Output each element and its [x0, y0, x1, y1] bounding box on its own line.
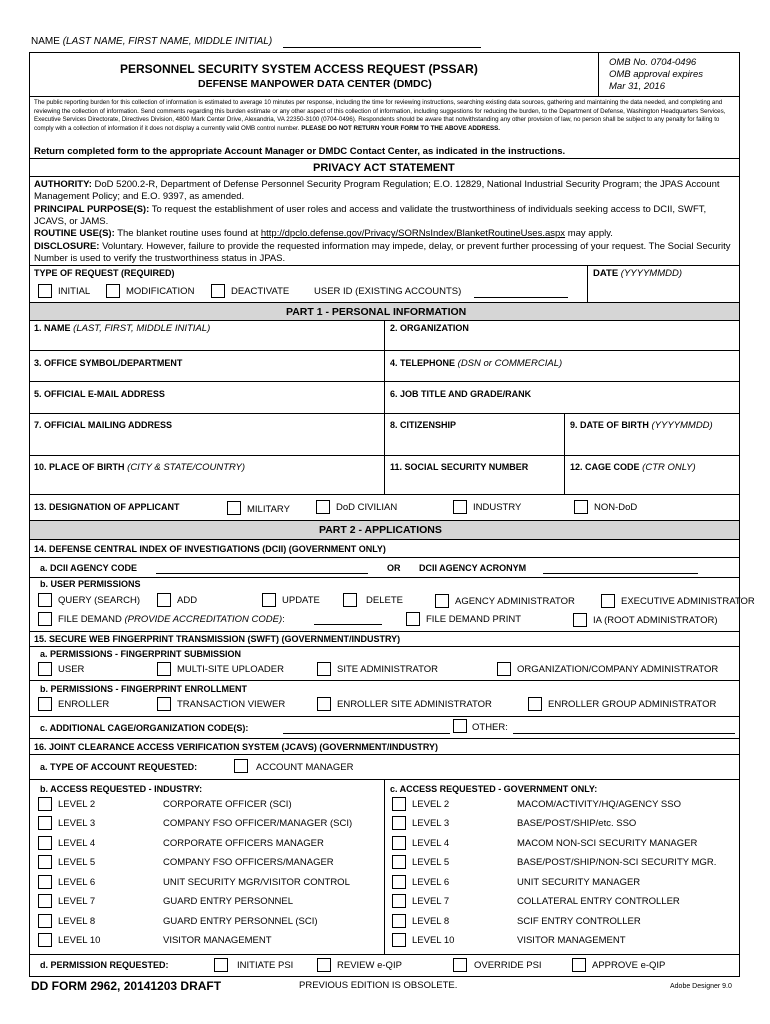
industry-level-label: LEVEL 7 [58, 896, 96, 907]
gov-level-label: LEVEL 10 [412, 935, 455, 946]
override-psi-label: OVERRIDE PSI [474, 960, 542, 971]
field-6-label: 6. JOB TITLE AND GRADE/RANK [390, 389, 532, 399]
industry-level-checkbox[interactable] [38, 797, 52, 811]
field-9-text: 9. DATE OF BIRTH [570, 420, 649, 430]
purpose-text: To request the establishment of user roles and access and validate the trustworthiness of individuals seeking access to DCII, SWFT, JCAVS, or JAMS. [34, 203, 707, 228]
non-dod-label: NON-DoD [594, 502, 638, 513]
modification-checkbox[interactable] [106, 284, 120, 298]
privacy-title-rule [29, 176, 740, 177]
field-12-label [570, 463, 696, 473]
date-divider [587, 265, 588, 302]
gov-level-desc: BASE/POST/SHIP/NON-SCI SECURITY MGR. [517, 857, 717, 868]
file-demand-print-label: FILE DEMAND PRINT [426, 614, 522, 625]
routine-para [34, 228, 734, 240]
request-type-label: TYPE OF REQUEST (REQUIRED) [34, 268, 175, 278]
file-demand-checkbox[interactable] [38, 612, 52, 626]
site-admin-checkbox[interactable] [317, 662, 331, 676]
trans-viewer-label: TRANSACTION VIEWER [177, 699, 286, 710]
date-label: DATE [593, 268, 619, 279]
exec-admin-label: EXECUTIVE ADMINISTRATOR [621, 596, 755, 607]
s15b-rule [29, 716, 740, 717]
routine-text: The blanket routine uses found at [117, 228, 259, 240]
industry-checkbox[interactable] [453, 500, 467, 514]
gov-head: c. ACCESS REQUESTED - GOVERNMENT ONLY: [390, 784, 598, 794]
ia-root-label: IA (ROOT ADMINISTRATOR) [593, 615, 718, 626]
initiate-psi-label: INITIATE PSI [237, 960, 294, 971]
delete-checkbox[interactable] [343, 593, 357, 607]
agency-admin-checkbox[interactable] [435, 594, 449, 608]
multi-site-label: MULTI-SITE UPLOADER [177, 664, 284, 675]
request-top-rule [29, 265, 740, 266]
form-title: PERSONNEL SECURITY SYSTEM ACCESS REQUEST (PSSAR) [120, 62, 478, 76]
s16-rule [29, 754, 740, 755]
multi-site-checkbox[interactable] [157, 662, 171, 676]
gov-level-checkbox[interactable] [392, 875, 406, 889]
field-9-label [570, 421, 713, 431]
fp-enroll-label: b. PERMISSIONS - FINGERPRINT ENROLLMENT [40, 684, 248, 694]
gov-level-desc: BASE/POST/SHIP/etc. SSO [517, 818, 637, 829]
industry-level-checkbox[interactable] [38, 855, 52, 869]
military-checkbox[interactable] [227, 501, 241, 515]
enroller-checkbox[interactable] [38, 697, 52, 711]
privacy-top-rule [29, 158, 740, 159]
modification-label: MODIFICATION [126, 286, 195, 297]
update-checkbox[interactable] [262, 593, 276, 607]
authority-text: DoD 5200.2-R, Department of Defense Personnel Security Program Regulation; E.O. 12829, National Industrial Security Program; the JPAS Account Management Policy; and E.O. 9397, as amended. [34, 179, 720, 203]
part1-title: PART 1 - PERSONAL INFORMATION [286, 306, 467, 318]
enroller-site-label: ENROLLER SITE ADMINISTRATOR [337, 699, 492, 710]
dod-civilian-checkbox[interactable] [316, 500, 330, 514]
industry-level-label: LEVEL 10 [58, 935, 101, 946]
gov-level-label: LEVEL 4 [412, 838, 450, 849]
field-7-label: 7. OFFICIAL MAILING ADDRESS [34, 420, 173, 430]
routine-link[interactable]: http://dpclo.defense.gov/Privacy/SORNsIndex/BlanketRoutineUses.aspx [260, 228, 566, 240]
omb-date: Mar 31, 2016 [609, 81, 665, 92]
s16d-rule [29, 954, 740, 955]
industry-level-desc: COMPANY FSO OFFICERS/MANAGER [163, 857, 334, 868]
user-id-label: USER ID (EXISTING ACCOUNTS) [314, 286, 462, 297]
field-10-hint: (CITY & STATE/COUNTRY) [127, 462, 246, 473]
section-16-title: 16. JOINT CLEARANCE ACCESS VERIFICATION SYSTEM (JCAVS) (GOVERNMENT/INDUSTRY) [34, 742, 439, 752]
org-admin-checkbox[interactable] [497, 662, 511, 676]
gov-level-label: LEVEL 3 [412, 818, 450, 829]
acct-mgr-checkbox[interactable] [234, 759, 248, 773]
override-psi-checkbox[interactable] [453, 958, 467, 972]
org-admin-label: ORGANIZATION/COMPANY ADMINISTRATOR [517, 664, 719, 675]
ia-root-checkbox[interactable] [573, 613, 587, 627]
add-label: ADD [177, 595, 198, 606]
gov-level-label: LEVEL 5 [412, 857, 450, 868]
industry-level-desc: GUARD ENTRY PERSONNEL (SCI) [163, 916, 318, 927]
designer-credit: Adobe Designer 9.0 [670, 983, 732, 990]
gov-level-checkbox[interactable] [392, 894, 406, 908]
industry-level-checkbox[interactable] [38, 914, 52, 928]
date-hint: (YYYYMMDD) [620, 268, 683, 279]
header-rule [29, 96, 740, 97]
gov-level-checkbox[interactable] [392, 855, 406, 869]
industry-level-label: LEVEL 5 [58, 857, 96, 868]
review-eqip-checkbox[interactable] [317, 958, 331, 972]
gov-level-label: LEVEL 6 [412, 877, 450, 888]
gov-level-label: LEVEL 7 [412, 896, 450, 907]
gov-level-label: LEVEL 2 [412, 799, 450, 810]
routine-label: ROUTINE USE(S): [34, 228, 115, 240]
industry-level-label: LEVEL 8 [58, 916, 96, 927]
military-label: MILITARY [247, 504, 290, 515]
trans-viewer-checkbox[interactable] [157, 697, 171, 711]
part2-title: PART 2 - APPLICATIONS [319, 524, 442, 536]
add-cage-input[interactable] [283, 733, 450, 734]
s15a-rule [29, 680, 740, 681]
accreditation-code-input[interactable] [314, 624, 382, 625]
industry-level-label: LEVEL 6 [58, 877, 96, 888]
field-13-label: 13. DESIGNATION OF APPLICANT [34, 502, 180, 512]
purpose-label: PRINCIPAL PURPOSE(S): [34, 203, 150, 215]
industry-level-desc: COMPANY FSO OFFICER/MANAGER (SCI) [163, 818, 353, 829]
file-demand-hint: (PROVIDE ACCREDITATION CODE) [124, 614, 283, 625]
row-rule-1 [29, 350, 740, 351]
gov-level-checkbox[interactable] [392, 933, 406, 947]
file-demand-text: FILE DEMAND [58, 614, 122, 625]
field-3-label: 3. OFFICE SYMBOL/DEPARTMENT [34, 358, 183, 368]
enroller-group-checkbox[interactable] [528, 697, 542, 711]
section-14-title: 14. DEFENSE CENTRAL INDEX OF INVESTIGATIONS (DCII) (GOVERNMENT ONLY) [34, 544, 386, 554]
user-checkbox[interactable] [38, 662, 52, 676]
field-12-hint: (CTR ONLY) [642, 462, 696, 473]
field-10-text: 10. PLACE OF BIRTH [34, 462, 125, 472]
industry-level-desc: VISITOR MANAGEMENT [163, 935, 272, 946]
gov-level-desc: UNIT SECURITY MANAGER [517, 877, 641, 888]
delete-label: DELETE [366, 595, 403, 606]
part1-col-divider [384, 320, 385, 494]
s16-top-rule [29, 738, 740, 739]
gov-level-desc: VISITOR MANAGEMENT [517, 935, 626, 946]
user-label: USER [58, 664, 85, 675]
industry-head: b. ACCESS REQUESTED - INDUSTRY: [40, 784, 203, 794]
other-checkbox[interactable] [453, 719, 467, 733]
acct-mgr-label: ACCOUNT MANAGER [256, 762, 354, 773]
add-checkbox[interactable] [157, 593, 171, 607]
industry-level-desc: GUARD ENTRY PERSONNEL [163, 896, 294, 907]
enroller-group-label: ENROLLER GROUP ADMINISTRATOR [548, 699, 717, 710]
part1-col2-divider [564, 413, 565, 494]
approve-eqip-label: APPROVE e-QIP [592, 960, 666, 971]
form-id: DD FORM 2962, 20141203 DRAFT [31, 979, 222, 993]
initial-checkbox[interactable] [38, 284, 52, 298]
user-id-input[interactable] [474, 297, 568, 298]
obsolete-notice: PREVIOUS EDITION IS OBSOLETE. [299, 980, 458, 991]
privacy-title: PRIVACY ACT STATEMENT [313, 162, 455, 174]
s15-rule [29, 646, 740, 647]
file-demand-label: FILE DEMAND (PROVIDE ACCREDITATION CODE): [58, 614, 285, 625]
update-label: UPDATE [282, 595, 320, 606]
query-label: QUERY (SEARCH) [58, 595, 140, 606]
gov-level-checkbox[interactable] [392, 797, 406, 811]
purpose-para [34, 204, 734, 229]
non-dod-checkbox[interactable] [574, 500, 588, 514]
dcii-code-input[interactable] [156, 573, 368, 574]
top-name-label [31, 37, 272, 47]
initiate-psi-checkbox[interactable] [214, 958, 228, 972]
gov-level-checkbox[interactable] [392, 816, 406, 830]
industry-label: INDUSTRY [473, 502, 522, 513]
industry-level-label: LEVEL 4 [58, 838, 96, 849]
form-subtitle: DEFENSE MANPOWER DATA CENTER (DMDC) [198, 78, 432, 90]
top-name-text: NAME [31, 36, 60, 47]
dcii-acronym-input[interactable] [543, 573, 698, 574]
burden-text: The public reporting burden for this collection of information is estimated to average 10 minutes per response, including the time for reviewing instructions, searching existing data sources, gathering and maintaining the data needed, and completing and reviewing the collection of information. Send comments regarding this burden estimate or any other aspect of this collection of information, including suggestions for reducing the burden, to the Department of Defense, Washington Headquarters Services, Executive Services Directorate, Directives Division, 4800 Mark Center Drive, Alexandria, VA 22350-3100 (0704-0496). Respondents should be aware that notwithstanding any other provision of law, no person shall be subject to any penalty for failing to comply with a collection of information if it does not display a currently valid OMB control number. [34, 99, 726, 133]
burden-bold: PLEASE DO NOT RETURN YOUR FORM TO THE ABOVE ADDRESS. [301, 125, 500, 133]
field-2-label: 2. ORGANIZATION [390, 323, 469, 333]
omb-divider [598, 52, 599, 96]
industry-level-checkbox[interactable] [38, 836, 52, 850]
routine-tail: may apply. [567, 228, 613, 240]
deactivate-label: DEACTIVATE [231, 286, 290, 297]
industry-level-desc: CORPORATE OFFICERS MANAGER [163, 838, 324, 849]
top-name-input[interactable] [283, 47, 481, 48]
field-12-text: 12. CAGE CODE [570, 462, 640, 472]
perm-req-label: d. PERMISSION REQUESTED: [40, 960, 169, 970]
field-1-text: 1. NAME [34, 323, 71, 333]
industry-level-checkbox[interactable] [38, 933, 52, 947]
part2-header-rule [29, 539, 740, 540]
field-10-label [34, 463, 245, 473]
row-rule-2 [29, 381, 740, 382]
gov-level-desc: SCIF ENTRY CONTROLLER [517, 916, 641, 927]
field-8-label: 8. CITIZENSHIP [390, 420, 457, 430]
field-4-hint: (DSN or COMMERCIAL) [457, 358, 563, 369]
add-cage-label: c. ADDITIONAL CAGE/ORGANIZATION CODE(S): [40, 723, 249, 733]
row-rule-3 [29, 413, 740, 414]
omb-approval: OMB approval expires [609, 69, 703, 80]
dod-civilian-label: DoD CIVILIAN [336, 502, 398, 513]
query-checkbox[interactable] [38, 593, 52, 607]
section-15-title: 15. SECURE WEB FINGERPRINT TRANSMISSION (SWFT) (GOVERNMENT/INDUSTRY) [34, 634, 401, 644]
gov-level-desc: MACOM/ACTIVITY/HQ/AGENCY SSO [517, 799, 681, 810]
industry-level-desc: CORPORATE OFFICER (SCI) [163, 799, 292, 810]
industry-level-desc: UNIT SECURITY MGR/VISITOR CONTROL [163, 877, 350, 888]
enroller-label: ENROLLER [58, 699, 110, 710]
omb-number: OMB No. 0704-0496 [609, 57, 697, 68]
s15-top-rule [29, 631, 740, 632]
authority-para [34, 179, 734, 204]
user-perms-label: b. USER PERMISSIONS [40, 579, 141, 589]
gov-level-checkbox[interactable] [392, 836, 406, 850]
dcii-acronym-label: DCII AGENCY ACRONYM [419, 563, 527, 573]
industry-level-checkbox[interactable] [38, 816, 52, 830]
exec-admin-checkbox[interactable] [601, 594, 615, 608]
approve-eqip-checkbox[interactable] [572, 958, 586, 972]
gov-level-label: LEVEL 8 [412, 916, 450, 927]
site-admin-label: SITE ADMINISTRATOR [337, 664, 438, 675]
field-4-text: 4. TELEPHONE [390, 358, 456, 368]
burden-statement [34, 99, 734, 134]
or-label: OR [387, 563, 401, 573]
disclosure-label: DISCLOSURE: [34, 240, 100, 252]
s14-rule [29, 557, 740, 558]
other-input[interactable] [513, 733, 735, 734]
authority-label: AUTHORITY: [34, 179, 92, 190]
gov-level-desc: MACOM NON-SCI SECURITY MANAGER [517, 838, 698, 849]
field-11-label: 11. SOCIAL SECURITY NUMBER [390, 462, 529, 472]
industry-level-label: LEVEL 2 [58, 799, 96, 810]
industry-level-checkbox[interactable] [38, 894, 52, 908]
field-1-label [34, 324, 210, 334]
agency-admin-label: AGENCY ADMINISTRATOR [455, 596, 575, 607]
field-5-label: 5. OFFICIAL E-MAIL ADDRESS [34, 389, 165, 399]
file-demand-print-checkbox[interactable] [406, 612, 420, 626]
date-label-wrap [593, 269, 682, 279]
s14a-rule [29, 577, 740, 578]
review-eqip-label: REVIEW e-QIP [337, 960, 402, 971]
fp-sub-label: a. PERMISSIONS - FINGERPRINT SUBMISSION [40, 649, 242, 659]
privacy-body [34, 179, 734, 265]
initial-label: INITIAL [58, 286, 91, 297]
dcii-code-label: a. DCII AGENCY CODE [40, 563, 138, 573]
row-rule-4 [29, 455, 740, 456]
field-4-label [390, 359, 562, 369]
field-9-hint: (YYYYMMDD) [651, 420, 713, 431]
enroller-site-checkbox[interactable] [317, 697, 331, 711]
acct-type-label: a. TYPE OF ACCOUNT REQUESTED: [40, 762, 198, 772]
row-rule-5 [29, 494, 740, 495]
industry-level-label: LEVEL 3 [58, 818, 96, 829]
gov-level-checkbox[interactable] [392, 914, 406, 928]
disclosure-para [34, 241, 734, 266]
field-1-hint: (LAST, FIRST, MIDDLE INITIAL) [73, 323, 211, 334]
return-instructions: Return completed form to the appropriate Account Manager or DMDC Contact Center, as indicated in the instructions. [34, 146, 566, 157]
disclosure-text: Voluntary. However, failure to provide the requested information may impede, delay, or prevent further processing of your request. The Social Security Number is used to verify the trustworthiness status in JPAS. [34, 240, 731, 265]
s16-col-divider [384, 779, 385, 954]
gov-level-desc: COLLATERAL ENTRY CONTROLLER [517, 896, 680, 907]
other-label: OTHER: [472, 722, 508, 733]
deactivate-checkbox[interactable] [211, 284, 225, 298]
industry-level-checkbox[interactable] [38, 875, 52, 889]
top-name-hint: (LAST NAME, FIRST NAME, MIDDLE INITIAL) [62, 36, 273, 47]
